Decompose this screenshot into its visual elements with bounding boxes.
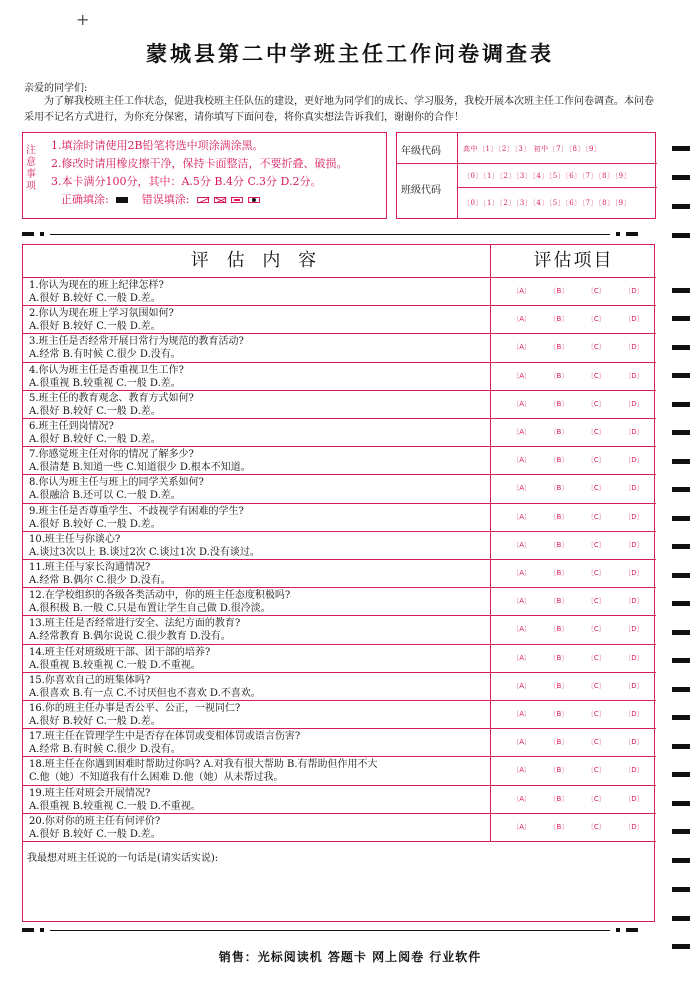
question-stem: 4.你认为班主任是否重视卫生工作? [29, 364, 184, 376]
answer-bubble[interactable]: 〔B〕 [549, 710, 569, 718]
answer-bubble[interactable]: 〔A〕 [512, 625, 532, 634]
question-choices: A.很好 B.较好 C.一般 D.差。 [29, 293, 161, 304]
separator-mark [626, 928, 638, 932]
answer-bubble[interactable]: 〔B〕 [549, 428, 569, 436]
question-row [23, 306, 656, 334]
question-row [23, 729, 656, 757]
answer-bubbles [503, 483, 653, 493]
question-text [29, 561, 489, 587]
separator-mark [22, 928, 34, 932]
question-text [29, 674, 489, 700]
question-text [29, 279, 489, 305]
separator-mark [40, 232, 44, 236]
answer-bubble[interactable]: 〔C〕 [586, 540, 606, 549]
answer-bubble[interactable]: 〔B〕 [549, 738, 569, 747]
timing-mark [672, 744, 690, 749]
timing-mark [672, 687, 690, 692]
answer-bubble[interactable]: 〔D〕 [624, 597, 644, 606]
answer-bubble[interactable]: 〔A〕 [512, 681, 532, 690]
answer-bubble[interactable]: 〔B〕 [549, 597, 569, 606]
answer-bubble[interactable]: 〔A〕 [512, 399, 532, 408]
answer-bubble[interactable]: 〔B〕 [549, 540, 569, 549]
answer-bubble[interactable]: 〔B〕 [549, 399, 569, 408]
class-code-label: 班级代码 [401, 185, 441, 196]
question-row [23, 673, 656, 701]
answer-bubble[interactable]: 〔D〕 [624, 540, 644, 549]
wrong-mark-dot [248, 197, 260, 203]
answer-bubble[interactable]: 〔A〕 [512, 343, 532, 352]
correct-fill-marks [116, 197, 128, 203]
notes-lines [51, 137, 348, 209]
answer-bubble[interactable]: 〔C〕 [586, 315, 606, 324]
question-row [23, 588, 656, 616]
question-row [23, 278, 656, 306]
wrong-mark-slash [197, 197, 209, 203]
question-text [29, 392, 489, 418]
question-stem: 20.你对你的班主任有何评价? [29, 815, 161, 827]
answer-bubble[interactable]: 〔D〕 [624, 456, 644, 465]
class-code-row-1 [457, 164, 657, 188]
wrong-mark-cross [214, 197, 226, 203]
answer-bubble[interactable]: 〔C〕 [586, 794, 606, 803]
question-choices: A.经常教育 B.偶尔说说 C.很少教育 D.没有。 [29, 631, 231, 643]
question-choices: A.很重视 B.较重视 C.一般 D.不重视。 [29, 800, 201, 812]
question-stem: 12.在学校组织的各级各类活动中，你的班主任态度积极吗? [29, 590, 291, 602]
answer-bubble[interactable]: 〔A〕 [512, 484, 532, 493]
answer-bubble[interactable]: 〔A〕 [512, 822, 532, 831]
question-choices: A.很好 B.较好 C.一般 D.差。 [29, 405, 161, 417]
comment-label: 我最想对班主任说的一句话是(请实话实说): [27, 853, 219, 864]
answer-bubble[interactable]: 〔B〕 [549, 512, 569, 521]
question-choices: C.他（她）不知道我有什么困难 D.他（她）从未帮过我。 [29, 772, 284, 784]
question-row [23, 616, 656, 644]
timing-mark [672, 630, 690, 635]
answer-bubble[interactable]: 〔B〕 [549, 456, 569, 465]
answer-bubble[interactable]: 〔A〕 [512, 512, 532, 521]
answer-bubble[interactable]: 〔B〕 [549, 569, 569, 577]
answer-bubble[interactable]: 〔C〕 [586, 371, 606, 380]
answer-bubble[interactable]: 〔D〕 [624, 738, 644, 747]
timing-mark [672, 402, 690, 407]
question-text [29, 307, 489, 333]
question-row [23, 645, 656, 673]
answer-bubbles [503, 596, 653, 606]
question-choices: A.经常 B.有时候 C.很少 D.没有。 [29, 744, 181, 756]
question-choices: A.很好 B.较好 C.一般 D.差。 [29, 716, 161, 727]
note-line-2: 2.修改时请用橡皮擦干净，保持卡面整洁，不要折叠、破损。 [51, 157, 348, 170]
answer-bubbles [503, 512, 653, 522]
answer-bubble[interactable]: 〔A〕 [512, 428, 532, 436]
class-code-options-2[interactable]: 〔0〕〔1〕〔2〕〔3〕〔4〕〔5〕〔6〕〔7〕〔8〕〔9〕 [463, 199, 632, 207]
question-row [23, 419, 656, 447]
grade-code-row [397, 133, 657, 164]
answer-bubble[interactable]: 〔A〕 [512, 315, 532, 324]
answer-bubble[interactable]: 〔D〕 [624, 343, 644, 352]
timing-mark [672, 772, 690, 777]
answer-bubble[interactable]: 〔C〕 [586, 653, 606, 662]
class-code-row-2 [457, 188, 657, 218]
answer-bubble[interactable]: 〔D〕 [624, 794, 644, 803]
answer-bubble[interactable]: 〔A〕 [512, 540, 532, 549]
question-row [23, 391, 656, 419]
question-choices: A.谈过3次以上 B.谈过2次 C.谈过1次 D.没有谈过。 [29, 546, 260, 558]
notes-box [22, 132, 387, 219]
answer-bubbles [503, 794, 653, 804]
question-text [29, 589, 489, 615]
answer-bubble[interactable]: 〔C〕 [586, 569, 606, 577]
answer-bubble[interactable]: 〔C〕 [586, 428, 606, 436]
answer-bubbles [503, 455, 653, 465]
survey-table [22, 244, 655, 922]
question-text [29, 646, 489, 672]
answer-bubble[interactable]: 〔C〕 [586, 343, 606, 352]
answer-bubble[interactable]: 〔A〕 [512, 766, 532, 775]
question-row [23, 334, 656, 362]
fill-example-row [61, 191, 348, 209]
question-text [29, 617, 489, 643]
correct-mark [116, 197, 128, 203]
question-choices: A.经常 B.有时候 C.很少 D.没有。 [29, 349, 181, 361]
question-row [23, 701, 656, 729]
answer-bubbles [503, 568, 653, 578]
question-row [23, 786, 656, 814]
answer-bubble[interactable]: 〔C〕 [586, 399, 606, 408]
answer-bubble[interactable]: 〔C〕 [586, 738, 606, 747]
question-choices: A.很喜欢 B.有一点 C.不讨厌但也不喜欢 D.不喜欢。 [29, 687, 261, 699]
question-text [29, 787, 489, 813]
timing-mark [672, 916, 690, 921]
answer-bubble[interactable]: 〔A〕 [512, 597, 532, 606]
question-choices: A.很重视 B.较重视 C.一般 D.差。 [29, 377, 181, 389]
question-choices: A.很好 B.较好 C.一般 D.差。 [29, 434, 161, 445]
answer-bubbles [503, 399, 653, 409]
separator-mark [22, 232, 34, 236]
timing-mark [672, 233, 690, 238]
question-row [23, 532, 656, 560]
intro-paragraph: 为了解我校班主任工作状态，促进我校班主任队伍的建设，更好地为同学们的成长、学习服务，我校开展本次班主任工作问卷调查。本问卷采用不记名方式进行，为你充分保密，请你填写下面问卷，将你真实想法告诉我们，谢谢你的合作！ [24, 96, 654, 123]
answer-bubble[interactable]: 〔C〕 [586, 287, 606, 295]
question-choices: A.很清楚 B.知道一些 C.知道很少 D.根本不知道。 [29, 462, 251, 474]
question-text [29, 758, 489, 784]
answer-bubble[interactable]: 〔D〕 [624, 569, 644, 577]
question-choices: A.很重视 B.较重视 C.一般 D.不重视。 [29, 659, 201, 671]
question-row [23, 560, 656, 588]
separator-line [50, 930, 610, 931]
note-line-3: 3.本卡满分100分，其中：A.5分 B.4分 C.3分 D.2分。 [51, 175, 322, 188]
timing-mark [672, 573, 690, 578]
question-text [29, 335, 489, 361]
answer-bubbles [503, 540, 653, 550]
timing-mark [672, 601, 690, 606]
question-stem: 18.班主任在你遇到困难时帮助过你吗? A.对我有很大帮助 B.有帮助但作用不大 [29, 759, 378, 771]
answer-bubbles [503, 822, 653, 832]
timing-mark [672, 516, 690, 521]
answer-bubbles [503, 709, 653, 719]
question-text [29, 364, 489, 390]
answer-bubble[interactable]: 〔C〕 [586, 681, 606, 690]
question-text [29, 702, 489, 728]
answer-bubble[interactable]: 〔D〕 [624, 766, 644, 775]
answer-bubble[interactable]: 〔A〕 [512, 287, 532, 295]
answer-bubble[interactable]: 〔B〕 [549, 484, 569, 493]
answer-bubble[interactable]: 〔B〕 [549, 287, 569, 295]
question-row [23, 447, 656, 475]
answer-bubble[interactable]: 〔D〕 [624, 428, 644, 436]
codes-box [396, 132, 656, 219]
timing-mark [672, 858, 690, 863]
question-choices: A.很融洽 B.还可以 C.一般 D.差。 [29, 490, 181, 502]
answer-bubbles [503, 314, 653, 324]
timing-mark [672, 544, 690, 549]
question-stem: 8.你认为班主任与班上的同学关系如何? [29, 477, 204, 489]
answer-bubble[interactable]: 〔C〕 [586, 710, 606, 718]
grade-code-label: 年级代码 [401, 146, 441, 157]
answer-bubble[interactable]: 〔A〕 [512, 456, 532, 465]
answer-bubble[interactable]: 〔B〕 [549, 681, 569, 690]
notes-side-label: 注意事项 [26, 145, 36, 192]
question-text [29, 730, 489, 756]
answer-bubble[interactable]: 〔D〕 [624, 484, 644, 493]
question-stem: 6.班主任到岗情况? [29, 421, 114, 432]
question-stem: 17.班主任在管理学生中是否存在体罚或变相体罚或语言伤害? [29, 731, 301, 743]
question-stem: 3.班主任是否经常开展日常行为规范的教育活动? [29, 336, 244, 348]
correct-fill-label: 正确填涂: [61, 193, 109, 206]
question-stem: 7.你感觉班主任对你的情况了解多少? [29, 449, 194, 461]
answer-bubble[interactable]: 〔C〕 [586, 625, 606, 634]
answer-bubble[interactable]: 〔B〕 [549, 625, 569, 634]
answer-bubble[interactable]: 〔D〕 [624, 710, 644, 718]
answer-bubble[interactable]: 〔C〕 [586, 822, 606, 831]
timing-mark [672, 373, 690, 378]
answer-bubble[interactable]: 〔A〕 [512, 738, 532, 747]
answer-bubbles [503, 765, 653, 775]
question-stem: 2.你认为现在班上学习氛围如何? [29, 308, 174, 320]
question-choices: A.经常 B.偶尔 C.很少 D.没有。 [29, 575, 171, 586]
question-row [23, 757, 656, 785]
timing-mark [672, 658, 690, 663]
timing-mark [672, 715, 690, 720]
question-text [29, 505, 489, 531]
answer-bubble[interactable]: 〔C〕 [586, 512, 606, 521]
footer-text: 销售：光标阅读机 答题卡 网上阅卷 行业软件 [218, 950, 482, 964]
timing-mark [672, 801, 690, 806]
question-stem: 14.班主任对班级班干部、团干部的培养? [29, 646, 211, 658]
answer-bubble[interactable]: 〔D〕 [624, 287, 644, 295]
answer-bubbles [503, 737, 653, 747]
question-text [29, 815, 489, 841]
question-text [29, 476, 489, 502]
separator-mark [40, 928, 44, 932]
answer-bubble[interactable]: 〔D〕 [624, 371, 644, 380]
answer-bubble[interactable]: 〔A〕 [512, 710, 532, 718]
question-stem: 9.班主任是否尊重学生、不歧视学有困难的学生? [29, 505, 244, 517]
timing-mark [672, 175, 690, 180]
answer-bubbles [503, 653, 653, 663]
timing-mark [672, 887, 690, 892]
answer-bubbles [503, 427, 653, 437]
answer-bubbles [503, 342, 653, 352]
question-choices: A.很积极 B.一般 C.只是布置让学生自己做 D.很冷淡。 [29, 603, 271, 615]
question-row [23, 475, 656, 503]
timing-mark [672, 316, 690, 321]
question-stem: 19.班主任对班会开展情况? [29, 787, 151, 799]
answer-bubble[interactable]: 〔D〕 [624, 681, 644, 690]
question-stem: 1.你认为现在的班上纪律怎样? [29, 280, 164, 291]
question-choices: A.很好 B.较好 C.一般 D.差。 [29, 321, 161, 333]
timing-mark [672, 829, 690, 834]
wrong-mark-bar [231, 197, 243, 203]
answer-bubbles [503, 371, 653, 381]
question-row [23, 814, 656, 842]
answer-bubble[interactable]: 〔B〕 [549, 371, 569, 380]
note-line-1: 1.填涂时请使用2B铅笔将选中项涂满涂黑。 [51, 139, 264, 152]
answer-bubble[interactable]: 〔B〕 [549, 822, 569, 831]
separator-mark [616, 232, 620, 236]
answer-bubbles [503, 624, 653, 634]
answer-bubble[interactable]: 〔D〕 [624, 822, 644, 831]
question-text [29, 420, 489, 446]
question-stem: 13.班主任是否经常进行安全、法纪方面的教育? [29, 618, 241, 630]
answer-bubble[interactable]: 〔D〕 [624, 653, 644, 662]
timing-mark [672, 459, 690, 464]
wrong-fill-label: 错误填涂: [141, 193, 190, 206]
registration-mark: + [76, 10, 90, 29]
timing-mark [672, 146, 690, 151]
header-content: 评 估 内 容 [190, 250, 323, 271]
question-text [29, 448, 489, 474]
answer-bubble[interactable]: 〔A〕 [512, 569, 532, 577]
answer-bubble[interactable]: 〔B〕 [549, 653, 569, 662]
answer-bubble[interactable]: 〔D〕 [624, 399, 644, 408]
separator-mark [626, 232, 638, 236]
question-row [23, 363, 656, 391]
answer-bubble[interactable]: 〔A〕 [512, 371, 532, 380]
question-choices: A.很好 B.较好 C.一般 D.差。 [29, 518, 161, 530]
timing-mark [672, 487, 690, 492]
timing-mark [672, 430, 690, 435]
answer-bubble[interactable]: 〔A〕 [512, 794, 532, 803]
question-stem: 10.班主任与你谈心? [29, 533, 121, 545]
answer-bubble[interactable]: 〔D〕 [624, 315, 644, 324]
question-stem: 15.你喜欢自己的班集体吗? [29, 674, 151, 686]
grade-code-options[interactable]: 高中〔1〕〔2〕〔3〕 初中〔7〕〔8〕〔9〕 [463, 145, 602, 153]
page-title: 蒙城县第二中学班主任工作问卷调查表 [146, 41, 554, 66]
timing-mark [672, 204, 690, 209]
answer-bubble[interactable]: 〔B〕 [549, 794, 569, 803]
question-choices: A.很好 B.较好 C.一般 D.差。 [29, 828, 161, 840]
answer-bubble[interactable]: 〔B〕 [549, 766, 569, 775]
answer-bubble[interactable]: 〔A〕 [512, 653, 532, 662]
answer-bubbles [503, 286, 653, 296]
separator-mark [616, 928, 620, 932]
answer-bubble[interactable]: 〔C〕 [586, 456, 606, 465]
answer-bubble[interactable]: 〔D〕 [624, 512, 644, 521]
timing-mark [672, 288, 690, 293]
answer-bubble[interactable]: 〔C〕 [586, 484, 606, 493]
separator-line [50, 234, 610, 235]
answer-bubble[interactable]: 〔B〕 [549, 343, 569, 352]
question-text [29, 533, 489, 559]
answer-bubble[interactable]: 〔D〕 [624, 625, 644, 634]
question-stem: 5.班主任的教育观念、教育方式如何? [29, 392, 194, 404]
question-stem: 11.班主任与家长沟通情况? [29, 562, 151, 573]
answer-bubble[interactable]: 〔C〕 [586, 597, 606, 606]
header-items: 评估项目 [533, 250, 614, 271]
timing-mark [672, 345, 690, 350]
wrong-fill-marks [197, 197, 260, 203]
question-stem: 16.你的班主任办事是否公平、公正，一视同仁? [29, 703, 241, 714]
answer-bubble[interactable]: 〔C〕 [586, 766, 606, 775]
answer-bubbles [503, 681, 653, 691]
question-row [23, 504, 656, 532]
class-code-options-1[interactable]: 〔0〕〔1〕〔2〕〔3〕〔4〕〔5〕〔6〕〔7〕〔8〕〔9〕 [463, 172, 632, 180]
greeting: 亲爱的同学们: [24, 83, 88, 94]
answer-bubble[interactable]: 〔B〕 [549, 315, 569, 324]
